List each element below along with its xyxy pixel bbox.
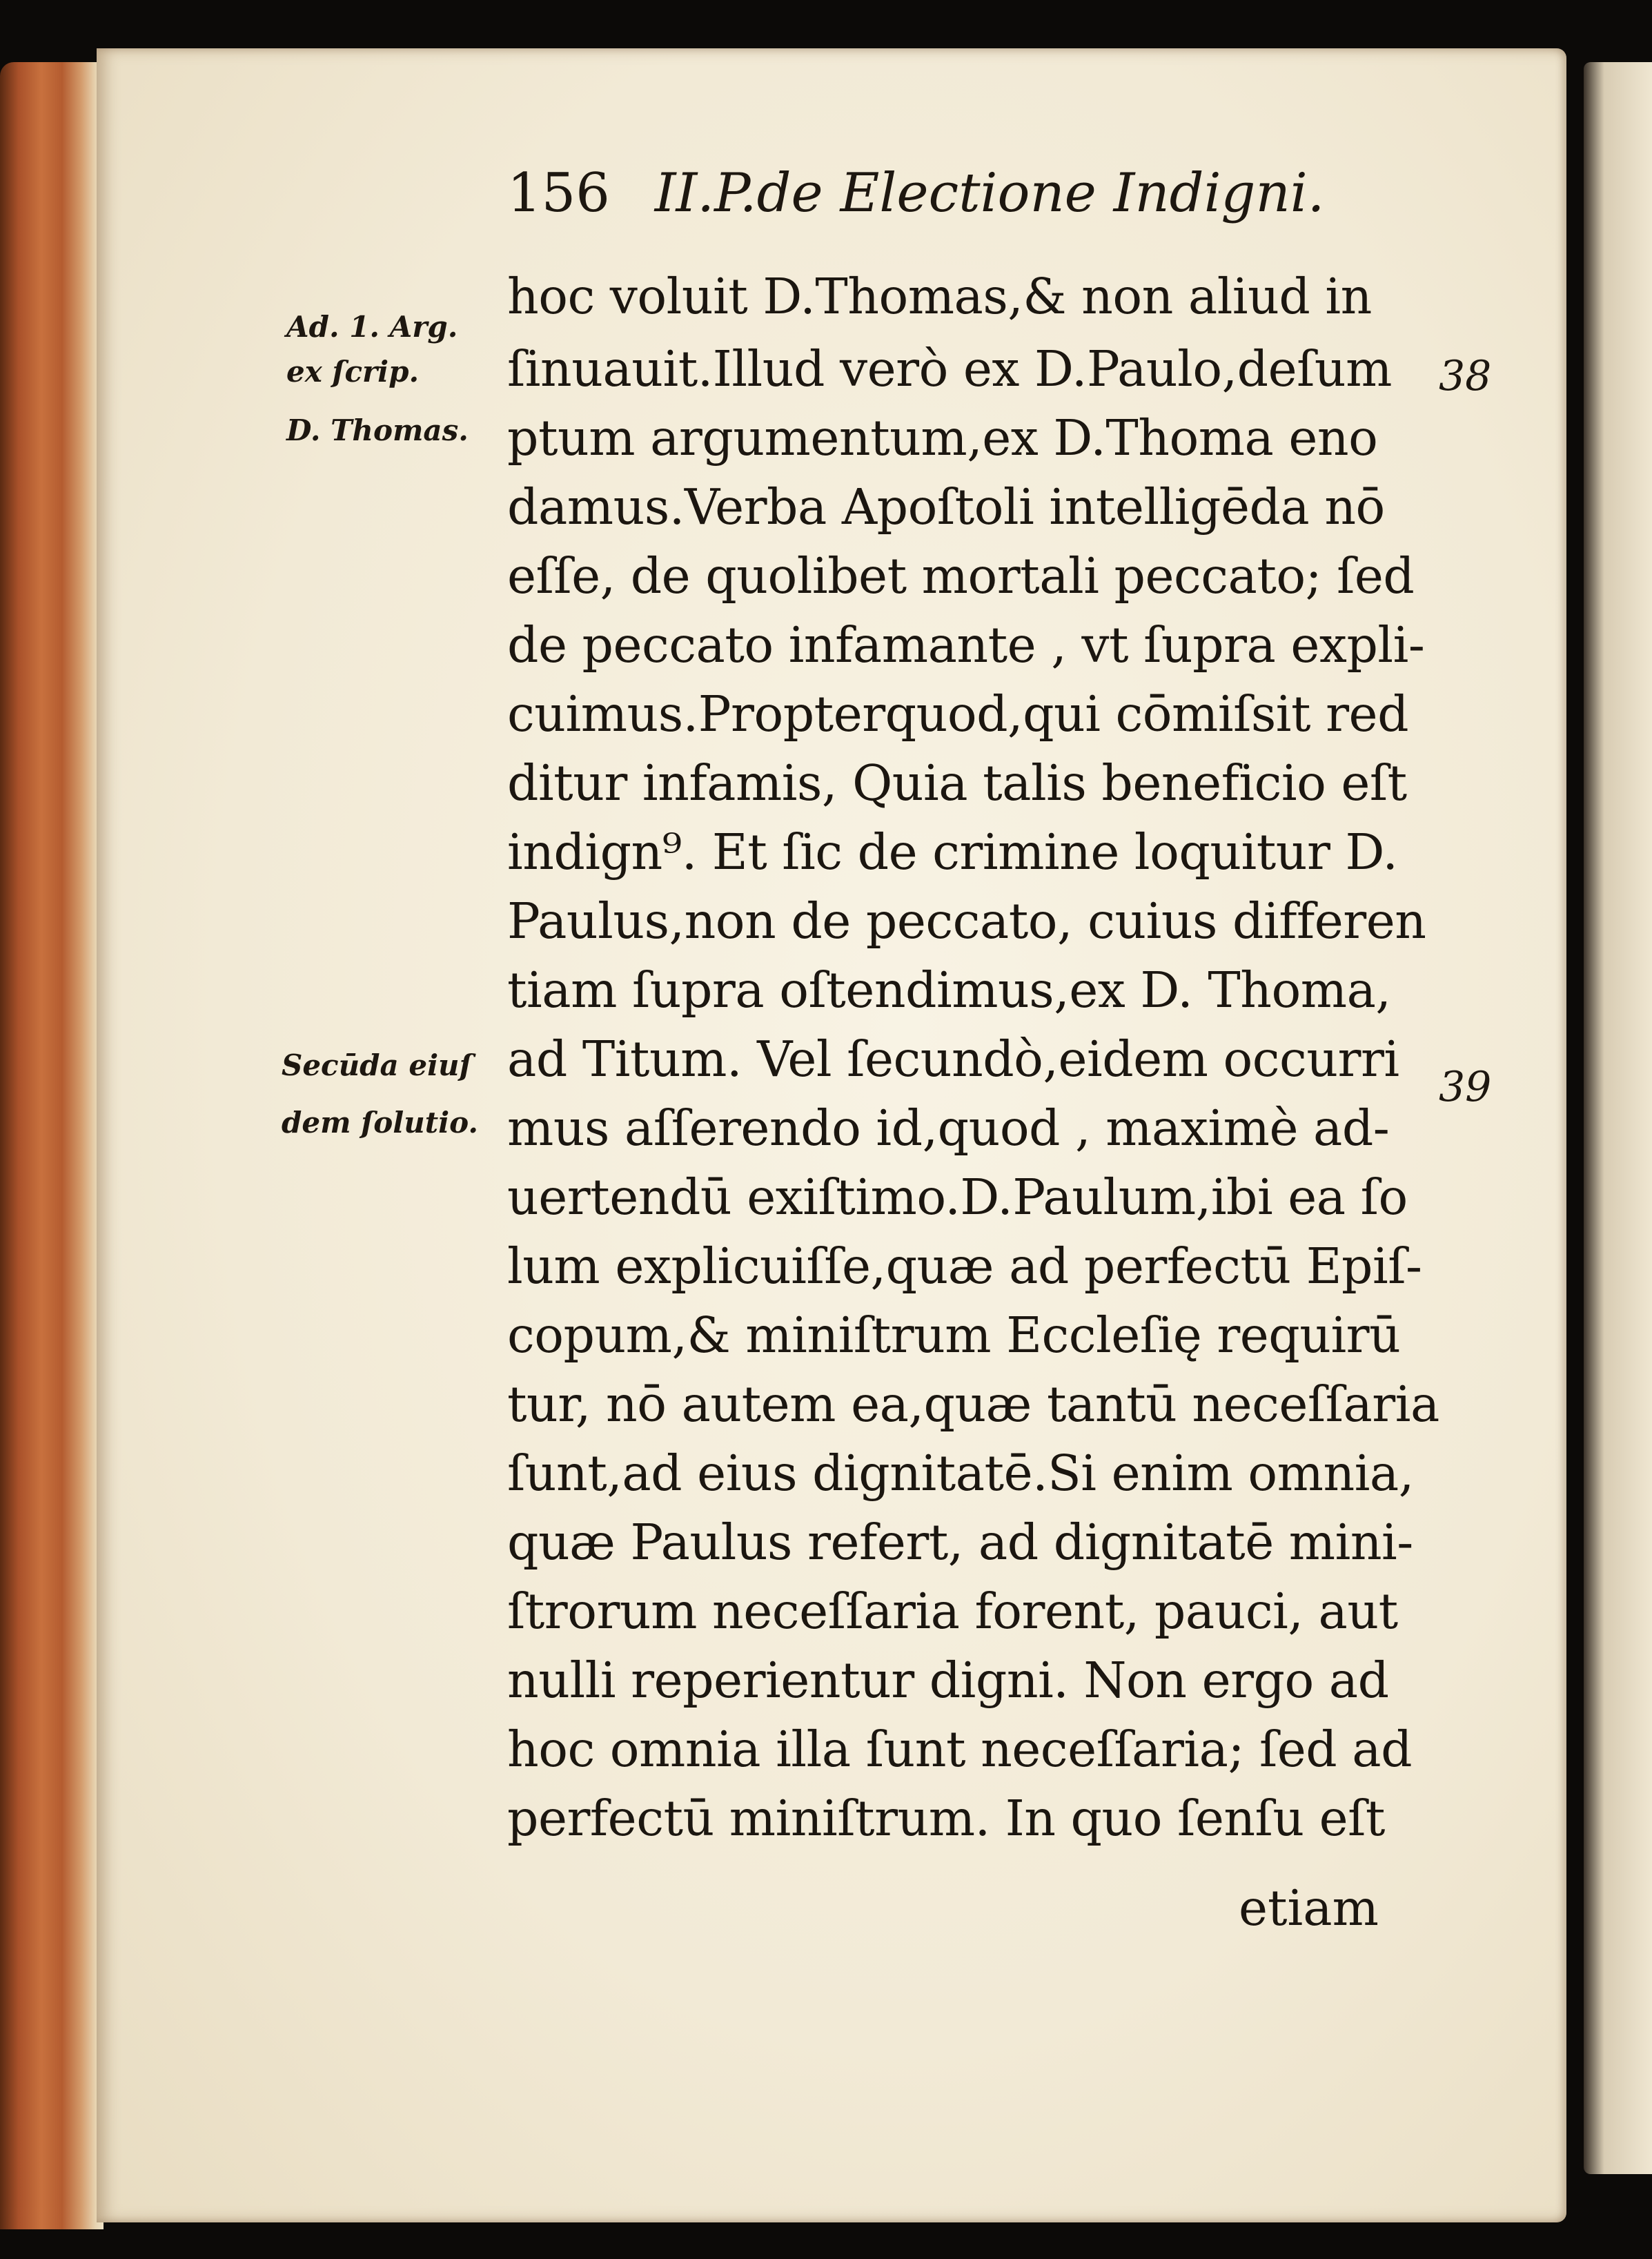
text-line: perfectū miniſtrum. In quo ſenſu eſt — [507, 1790, 1385, 1847]
facing-page-edge — [1584, 62, 1652, 2174]
text-line: indign⁹. Et ſic de crimine loquitur D. — [507, 823, 1398, 881]
text-line: damus.Verba Apoſtoli intelligēda nō — [507, 478, 1385, 536]
text-line: nulli reperientur digni. Non ergo ad — [507, 1652, 1389, 1709]
side-note-5: dem ſolutio. — [282, 1106, 478, 1140]
text-line: hoc omnia illa ſunt neceſſaria; ſed ad — [507, 1721, 1413, 1778]
text-line: Paulus,non de peccato, cuius differen — [507, 892, 1426, 950]
page-number: 156 — [507, 162, 610, 224]
margin-number-38: 38 — [1439, 352, 1492, 400]
side-note-1: Ad. 1. Arg. — [286, 310, 458, 344]
text-line: copum,& miniſtrum Eccleſię requirū — [507, 1307, 1401, 1364]
text-line: ſunt,ad eius dignitatē.Si enim omnia, — [507, 1445, 1414, 1502]
text-line: uertendū exiſtimo.D.Paulum,ibi ea ſo — [507, 1168, 1408, 1226]
running-header — [507, 155, 1324, 231]
text-line: ſinuauit.Illud verò ex D.Paulo,deſum — [507, 340, 1392, 398]
text-line: tiam ſupra oſtendimus,ex D. Thoma, — [507, 961, 1391, 1019]
side-note-4: Secūda eiuſ — [282, 1048, 472, 1082]
text-line: ptum argumentum,ex D.Thoma eno — [507, 409, 1378, 467]
catchword: etiam — [1239, 1879, 1379, 1937]
text-line: mus aſſerendo id,quod , maximè ad- — [507, 1099, 1390, 1157]
text-line: hoc voluit D.Thomas,& non aliud in — [507, 268, 1372, 325]
page-edge-left — [0, 62, 104, 2229]
text-line: ditur infamis, Quia talis beneficio eſt — [507, 754, 1407, 812]
text-line: cuimus.Propterquod,qui cōmiſsit red — [507, 685, 1409, 743]
margin-number-39: 39 — [1439, 1063, 1492, 1111]
text-line: eſſe, de quolibet mortali peccato; ſed — [507, 547, 1415, 605]
text-line: tur, nō autem ea,quæ tantū neceſſaria — [507, 1376, 1439, 1433]
running-title: II.P.de Electione Indigni. — [654, 162, 1325, 224]
text-line: lum explicuiſſe,quæ ad perfectū Epiſ- — [507, 1238, 1422, 1295]
text-line: ad Titum. Vel ſecundò,eidem occurri — [507, 1030, 1399, 1088]
text-line: de peccato infamante , vt ſupra expli- — [507, 616, 1425, 674]
text-line: quæ Paulus refert, ad dignitatē mini- — [507, 1514, 1413, 1571]
side-note-2: ex ſcrip. — [286, 355, 420, 389]
side-note-3: D. Thomas. — [286, 413, 469, 447]
text-line: ſtrorum neceſſaria forent, pauci, aut — [507, 1583, 1398, 1640]
